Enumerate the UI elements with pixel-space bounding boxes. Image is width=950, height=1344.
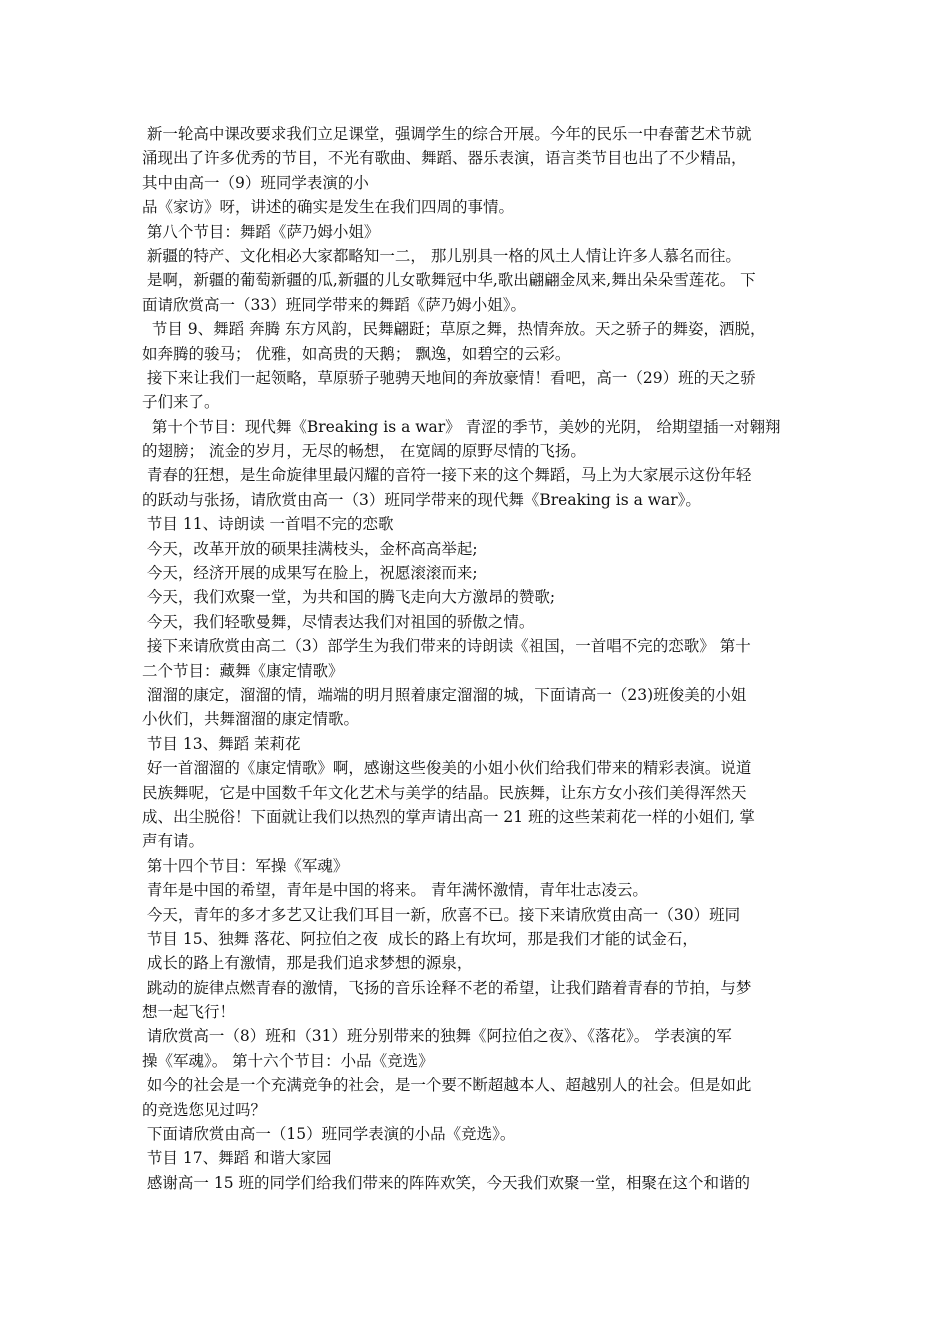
text-line: 新一轮高中课改要求我们立足课堂，强调学生的综合开展。今年的民乐一中春蕾艺术节就 [142, 125, 752, 143]
text-line: 成、出尘脱俗！下面就让我们以热烈的掌声请出高一 21 班的这些茉莉花一样的小姐们, 掌 [142, 807, 755, 826]
text-line: 接下来请欣赏由高二（3）部学生为我们带来的诗朗读《祖国，一首唱不完的恋歌》 第十 [142, 637, 751, 656]
text-line: 请欣赏高一（8）班和（31）班分别带来的独舞《阿拉伯之夜》、《落花》。 学表演的军 [142, 1027, 732, 1046]
text-line: 今天，改革开放的硕果挂满枝头，金杯高高举起; [142, 539, 478, 558]
text-line: 今天，青年的多才多艺又让我们耳目一新，欣喜不已。接下来请欣赏由高一（30）班同 [142, 905, 741, 924]
document-body [142, 122, 812, 1195]
text-line: 成长的路上有激情，那是我们追求梦想的源泉， [142, 954, 473, 973]
text-line: 第十个节目：现代舞《Breaking is a war》 青涩的季节，美妙的光阴， 给期望插一对翱翔 [142, 417, 781, 436]
text-line: 下面请欣赏由高一（15）班同学表演的小品《竞选》。 [142, 1125, 516, 1144]
text-line: 接下来让我们一起领略，草原骄子驰骋天地间的奔放豪情！看吧，高一（29）班的天之骄 [142, 368, 756, 387]
text-line: 节目 9、舞蹈 奔腾 东方风韵，民舞翩跹；草原之舞，热情奔放。天之骄子的舞姿，洒脱， [142, 320, 766, 339]
text-line: 感谢高一 15 班的同学们给我们带来的阵阵欢笑，今天我们欢聚一堂，相聚在这个和谐的 [142, 1173, 751, 1192]
text-line: 其中由高一（9）班同学表演的小 [142, 173, 369, 192]
text-line: 第八个节目：舞蹈《萨乃姆小姐》 [142, 222, 380, 241]
text-line: 想一起飞行！ [142, 1003, 236, 1022]
text-line: 民族舞呢，它是中国数千年文化艺术与美学的结晶。民族舞，让东方女小孩们美得浑然天 [142, 783, 747, 802]
text-line: 节目 11、诗朗读 一首唱不完的恋歌 [142, 515, 394, 534]
text-line: 的竞选您见过吗？ [142, 1100, 267, 1119]
text-line: 涌现出了许多优秀的节目，不光有歌曲、舞蹈、器乐表演，语言类节目也出了不少精品， [142, 149, 747, 168]
text-line: 品《家访》呀，讲述的确实是发生在我们四周的事情。 [142, 198, 515, 217]
text-line: 溜溜的康定，溜溜的情，端端的明月照着康定溜溜的城，下面请高一（23)班俊美的小姐 [142, 685, 747, 704]
text-line: 今天，我们轻歌曼舞，尽情表达我们对祖国的骄傲之情。 [142, 612, 535, 631]
text-line: 的翅膀； 流金的岁月，无尽的畅想， 在宽阔的原野尽情的飞扬。 [142, 442, 586, 461]
text-line: 第十四个节目：军操《军魂》 [142, 856, 349, 875]
text-line: 操《军魂》。 第十六个节目：小品《竞选》 [142, 1051, 434, 1070]
text-line: 青春的狂想，是生命旋律里最闪耀的音符一接下来的这个舞蹈，马上为大家展示这份年轻 [142, 466, 752, 485]
text-line: 子们来了。 [142, 393, 220, 412]
text-line: 如今的社会是一个充满竞争的社会，是一个要不断超越本人、超越别人的社会。但是如此 [142, 1076, 752, 1095]
text-line: 节目 17、舞蹈 和谐大家园 [142, 1149, 332, 1168]
text-line: 好一首溜溜的《康定情歌》啊，感谢这些俊美的小姐小伙们给我们带来的精彩表演。说道 [142, 759, 752, 778]
text-line: 跳动的旋律点燃青春的激情，飞扬的音乐诠释不老的希望，让我们踏着青春的节拍，与梦 [142, 978, 752, 997]
text-line: 是啊，新疆的葡萄新疆的瓜,新疆的儿女歌舞冠中华,歌出翩翩金凤来,舞出朵朵雪莲花。 下 [142, 271, 756, 290]
text-line: 节目 13、舞蹈 茉莉花 [142, 734, 301, 753]
text-line: 今天，我们欢聚一堂，为共和国的腾飞走向大方激昂的赞歌; [142, 588, 556, 607]
text-line: 二个节目：藏舞《康定情歌》 [142, 661, 344, 680]
text-line: 的跃动与张扬，请欣赏由高一（3）班同学带来的现代舞《Breaking is a war》。 [142, 490, 701, 509]
text-line: 新疆的特产、文化相必大家都略知一二， 那儿别具一格的风土人情让许多人慕名而往。 [142, 246, 741, 265]
text-line: 今天，经济开展的成果写在脸上，祝愿滚滚而来; [142, 564, 478, 583]
text-line: 声有请。 [142, 832, 205, 851]
text-line: 如奔腾的骏马； 优雅，如高贵的天鹅； 飘逸，如碧空的云彩。 [142, 344, 571, 363]
text-line: 青年是中国的希望，青年是中国的将来。 青年满怀激情，青年壮志凌云。 [142, 881, 648, 900]
text-line: 小伙们，共舞溜溜的康定情歌。 [142, 710, 360, 729]
text-line: 面请欣赏高一（33）班同学带来的舞蹈《萨乃姆小姐》。 [142, 295, 526, 314]
text-line: 节目 15、独舞 落花、阿拉伯之夜 成长的路上有坎坷，那是我们才能的试金石， [142, 929, 698, 948]
